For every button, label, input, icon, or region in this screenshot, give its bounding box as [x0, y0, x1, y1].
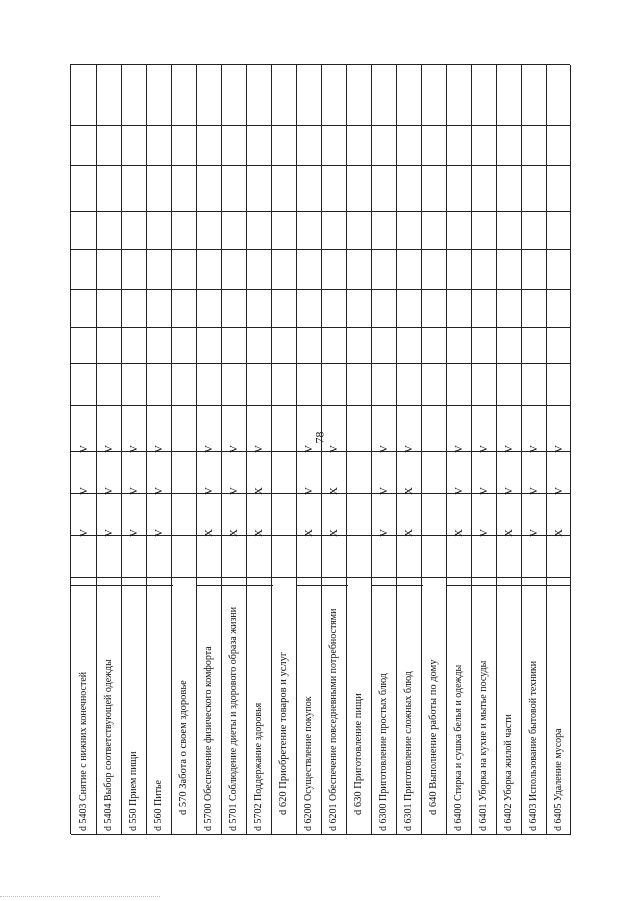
row-label: d 6200 Осуществление покупок — [302, 696, 314, 831]
row-label: d 5701 Соблюдение диеты и здорового образа жизни — [227, 606, 239, 831]
row-divider — [396, 65, 397, 835]
row-label: d 5403 Снятие с нижних конечностей — [77, 671, 89, 831]
mark-v: V — [77, 487, 90, 495]
mark-v: V — [477, 487, 490, 495]
mark-v: V — [477, 445, 490, 453]
row-label: d 6300 Приготовление простых блюд — [377, 673, 389, 831]
rotated-table — [70, 64, 570, 834]
row-label: d 6201 Обеспечение повседневными потребностями — [327, 608, 339, 831]
mark-v: V — [552, 487, 565, 495]
group-header-cell — [273, 584, 296, 587]
footer-divider — [0, 896, 160, 899]
mark-v: V — [302, 487, 315, 495]
row-label: d 5404 Выбор соответствующей одежды — [102, 659, 114, 831]
row-divider — [196, 65, 197, 835]
mark-v: V — [377, 487, 390, 495]
mark-v: V — [152, 487, 165, 495]
row-label: d 5702 Поддержание здоровья — [252, 702, 264, 831]
mark-x: X — [402, 529, 415, 537]
mark-x: X — [402, 487, 415, 495]
mark-x: X — [502, 529, 515, 537]
group-label: d 630 Приготовление пищи — [352, 693, 364, 815]
row-label: d 6403 Использование бытовой техники — [527, 660, 539, 831]
row-divider — [446, 65, 447, 835]
mark-x: X — [202, 529, 215, 537]
mark-v: V — [127, 487, 140, 495]
mark-v: V — [127, 529, 140, 537]
group-label: d 570 Забота о своем здоровье — [177, 680, 189, 815]
row-divider — [421, 65, 422, 835]
mark-v: V — [527, 529, 540, 537]
group-header-cell — [173, 584, 196, 587]
row-label: d 6400 Стирка и сушка белья и одежды — [452, 664, 464, 831]
mark-v: V — [377, 529, 390, 537]
mark-v: V — [327, 445, 340, 453]
row-divider — [346, 65, 347, 835]
group-header-cell — [423, 584, 446, 587]
row-label: d 550 Прием пищи — [127, 751, 139, 831]
mark-v: V — [77, 445, 90, 453]
row-label: d 6301 Приготовление сложных блюд — [402, 671, 414, 831]
row-divider — [121, 65, 122, 835]
mark-v: V — [527, 487, 540, 495]
page-number: 78 — [312, 431, 327, 444]
mark-v: V — [377, 445, 390, 453]
mark-v: V — [102, 529, 115, 537]
mark-v: V — [452, 487, 465, 495]
row-label: d 6402 Уборка жилой части — [502, 714, 514, 831]
mark-v: V — [227, 487, 240, 495]
mark-v: V — [452, 445, 465, 453]
row-divider — [546, 65, 547, 835]
group-label: d 640 Выполнение работы по дому — [427, 659, 439, 815]
mark-v: V — [202, 487, 215, 495]
mark-v: V — [77, 529, 90, 537]
row-divider — [371, 65, 372, 835]
row-label: d 6405 Удаление мусора — [552, 728, 564, 831]
mark-v: V — [302, 445, 315, 453]
mark-v: V — [152, 529, 165, 537]
row-label: d 5700 Обеспечение физического комфорта — [202, 646, 214, 831]
mark-v: V — [252, 445, 265, 453]
row-divider — [296, 65, 297, 835]
row-divider — [321, 65, 322, 835]
mark-v: V — [102, 445, 115, 453]
mark-v: V — [477, 529, 490, 537]
row-divider — [221, 65, 222, 835]
mark-x: X — [452, 529, 465, 537]
row-divider — [146, 65, 147, 835]
row-divider — [471, 65, 472, 835]
group-header-cell — [348, 584, 371, 587]
row-divider — [246, 65, 247, 835]
mark-v: V — [552, 445, 565, 453]
mark-v: V — [527, 445, 540, 453]
mark-x: X — [227, 529, 240, 537]
row-divider — [96, 65, 97, 835]
row-divider — [271, 65, 272, 835]
mark-x: X — [327, 529, 340, 537]
mark-v: V — [227, 445, 240, 453]
mark-v: V — [127, 445, 140, 453]
row-label: d 560 Питье — [152, 780, 164, 831]
row-divider — [171, 65, 172, 835]
row-label: d 6401 Уборка на кухне и мытье посуды — [477, 660, 489, 831]
mark-v: V — [102, 487, 115, 495]
row-divider — [496, 65, 497, 835]
group-label: d 620 Приобретение товаров и услуг — [277, 651, 289, 815]
mark-v: V — [502, 487, 515, 495]
mark-x: X — [252, 529, 265, 537]
mark-v: V — [502, 445, 515, 453]
mark-x: X — [302, 529, 315, 537]
mark-x: X — [327, 487, 340, 495]
mark-x: X — [252, 487, 265, 495]
mark-v: V — [402, 445, 415, 453]
mark-v: V — [152, 445, 165, 453]
mark-v: V — [202, 445, 215, 453]
row-divider — [521, 65, 522, 835]
mark-x: X — [552, 529, 565, 537]
